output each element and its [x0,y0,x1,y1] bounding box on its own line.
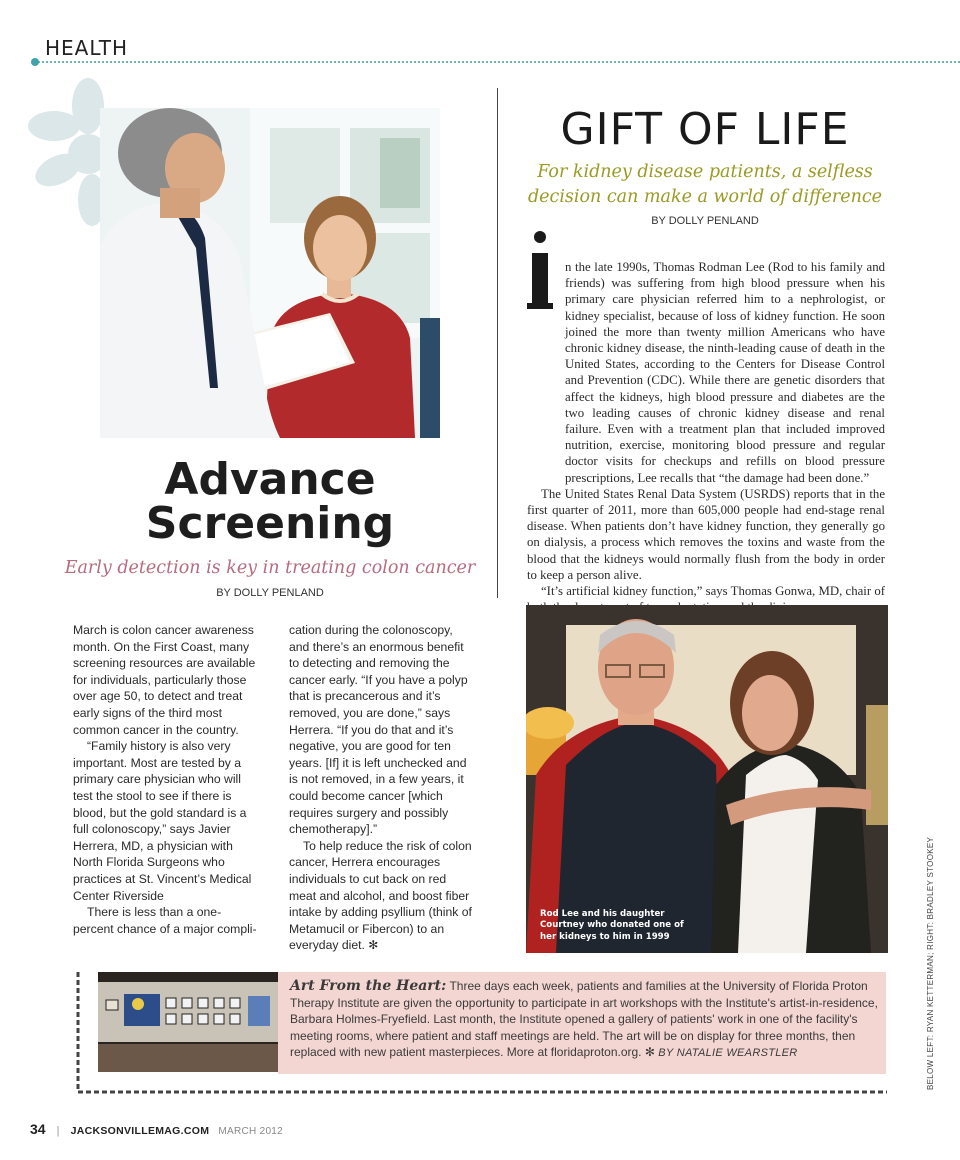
body-paragraph: To help reduce the risk of colon cancer, Herrera encourages individuals to cut back on red meat and alcohol, and boost fiber intake by adding psyllium (think of Metamucil or Fibercon) to an everyday diet. ✻ [289,838,472,953]
right-dek: For kidney disease patients, a selfless decision can make a world of difference [527,162,883,207]
body-paragraph: n the late 1990s, Thomas Rodman Lee (Rod to his family and friends) was suffering from high blood pressure when his primary care physician referred him to a nephrologist, or kidney specialist, because of loss of kidney function. He soon joined the more than twenty million Americans who have chronic kidney disease, the ninth-leading cause of death in the United States, according to the Centers for Disease Control and Prevention (CDC). While there are genetic disorders that affect the kidneys, high blood pressure and diabetes are the two leading causes of chronic kidney disease and renal failure. Even with a treatment plan that included improved nutrition, exercise, monitoring blood pressure and regular doctor visits for checkups and refills on blood pressure prescriptions, Lee recalls that “the damage had been done.” [565,260,885,485]
page-number: 34 [30,1121,46,1137]
header-rule-dot [31,58,39,66]
issue-date: MARCH 2012 [218,1126,284,1137]
page-folio [30,1121,283,1137]
section-label: HEALTH [45,36,129,60]
art-gallery-photo [98,972,278,1072]
publication-name: JACKSONVILLEMAG.COM [70,1125,210,1137]
left-dek: Early detection is key in treating colon cancer [64,558,476,578]
folio-separator: | [56,1125,60,1137]
left-article-column-1 [73,622,260,937]
body-paragraph: cation during the colonoscopy, and there’s an enormous benefit to detecting and removing the cancer early. “If you have a polyp that is precancerous and it’s removed, you are done,” says Herrera. “If you do that and it’s negative, you are good for ten years. [If] it is left unchecked and is not removed, in a few years, it could become cancer [which requires surgery and possibly chemotherapy].” [289,623,468,837]
body-paragraph: The United States Renal Data System (USRDS) reports that in the first quarter of 2011, more than 605,000 people had end-stage renal disease. When patients don’t have kidney function, they generally go on dialysis, a process which removes the toxins and waste from the blood that the kidneys would normally flush from the body in order to keep a person alive. [527,486,885,582]
sidebar-text [290,978,885,1062]
photo-credit: BELOW LEFT: RYAN KETTERMAN; RIGHT: BRADLEY STOOKEY [926,836,935,1090]
column-divider [497,88,498,598]
right-article-body [527,259,885,615]
left-headline-line2: Screening [145,498,395,549]
left-headline [120,454,420,549]
body-paragraph: “It’s artificial kidney function,” says Thomas Gonwa, MD, chair of [541,584,885,599]
sidebar-byline: BY NATALIE WEARSTLER [658,1047,798,1060]
body-paragraph: There is less than a one-percent chance of a major compli- [73,905,257,936]
sidebar-title: Art From the Heart: [290,978,447,994]
photo-caption: Rod Lee and his daughter Courtney who donated one of her kidneys to him in 1999 [540,909,684,942]
left-article-column-2 [289,622,476,954]
doctor-patient-photo [100,108,440,438]
header-dotted-rule [34,61,960,63]
body-paragraph: March is colon cancer awareness month. On the First Coast, many screening resources are available for individuals, particularly those over age 50, to detect and treat early signs of the third most common cancer in the country. [73,623,256,737]
father-daughter-photo [526,605,888,953]
sidebar-body: Three days each week, patients and families at the University of Florida Proton Therapy Institute are given the opportunity to participate in art workshops with the Institute's artist-in-residence, Barbara Holmes-Fryefield. Last month, the Institute opened a gallery of patients' work in one of the facility's meeting rooms, where patient and staff meetings are held. The art will be on display for three months, then replaced with new patient masterpieces. More at floridaproton.org. [290,979,878,1060]
body-paragraph: “Family history is also very important. Most are tested by a primary care physician who will test the stool to see if there is blood, but the gold standard is a full colonoscopy,” says Javier Herrera, MD, a physician with North Florida Surgeons who practices at St. Vincent’s Medical Center Riverside [73,739,252,903]
left-headline-line1: Advance [164,454,376,505]
right-headline: GIFT OF LIFE [560,104,850,155]
sidebar-end-mark: ✻ [644,1045,655,1060]
left-byline: BY DOLLY PENLAND [216,587,324,599]
right-byline: BY DOLLY PENLAND [651,215,759,227]
